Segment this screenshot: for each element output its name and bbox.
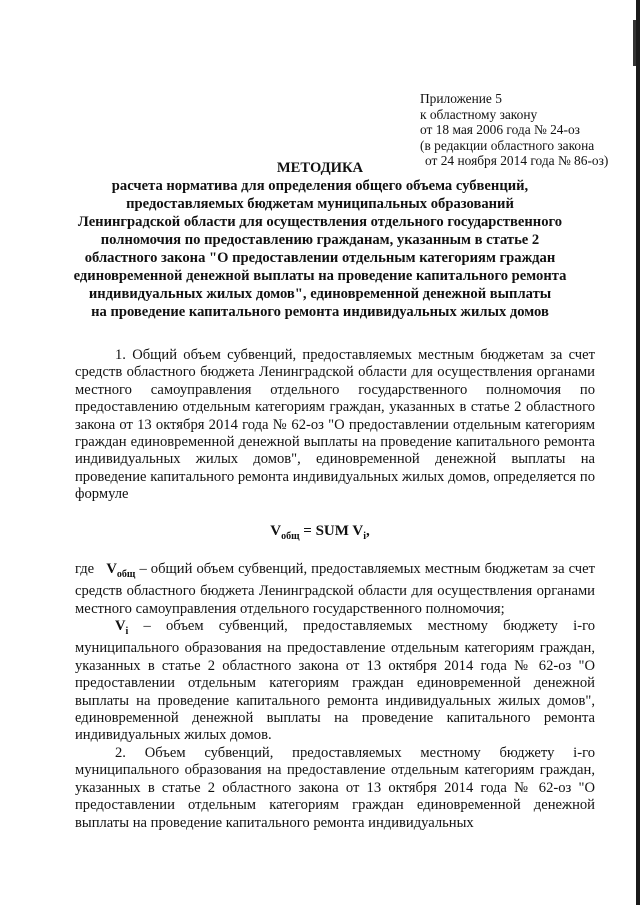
definition-v-i <box>75 618 595 745</box>
scan-edge <box>636 0 640 905</box>
title-line: на проведение капитального ремонта индивидуальных жилых домов <box>91 304 549 320</box>
annex-line: от 24 ноября 2014 года № 86-оз) <box>425 153 609 168</box>
v-total-text: – общий объем субвенций, предоставляемых местным бюджетам за счет средств областного бюджета Ленинградской области для осуществления органами местного самоуправления отдельного государственного полномочия; <box>75 561 595 617</box>
document-title <box>70 159 570 321</box>
section-1 <box>75 347 595 504</box>
title-line: единовременной денежной выплаты на проведение капитального ремонта <box>73 268 567 284</box>
definition-v-total <box>75 561 595 618</box>
annex-line: к областному закону <box>420 106 538 122</box>
annex-line: (в редакции областного закона <box>420 137 595 153</box>
v-total-symbol: V <box>106 561 117 577</box>
title-line: предоставляемых бюджетам муниципальных образований <box>126 196 514 212</box>
formula-lhs-sub: общ <box>281 531 300 542</box>
formula-tail: , <box>366 523 370 539</box>
title-line: индивидуальных жилых домов", единовременной денежной выплаты <box>88 286 552 302</box>
paragraph-1: 1. Общий объем субвенций, предоставляемых местным бюджетам за счет средств областного бюджета Ленинградской области для осуществления органами местного самоуправления отдельного государственного полномочия по предоставлению отдельным категориям граждан, указанных в статье 2 областного закона от 13 октября 2014 года № 62-оз "О предоставлении отдельным категориям граждан единовременной денежной выплаты на проведение капитального ремонта индивидуальных жилых домов", единовременной денежной выплаты на проведение капитального ремонта индивидуальных жилых домов, определяется по формуле <box>75 347 595 503</box>
title-heading: МЕТОДИКА <box>276 160 364 176</box>
formula <box>0 523 640 542</box>
title-line: областного закона "О предоставлении отдельным категориям граждан <box>84 250 556 266</box>
annex-header <box>420 91 636 169</box>
v-total-sub: общ <box>116 568 136 580</box>
paragraph-2: 2. Объем субвенций, предоставляемых местному бюджету i-го муниципального образования на предоставление отдельным категориям граждан, указанных в статье 2 областного закона от 13 октября 2014 года № 62-оз "О предоставлении отдельным категориям граждан единовременной денежной выплаты на проведение капитального ремонта индивидуальных <box>75 744 595 831</box>
scan-mark <box>633 20 636 66</box>
definitions-section <box>75 561 595 832</box>
annex-line: от 18 мая 2006 года № 24-оз <box>420 122 580 137</box>
formula-op: = SUM V <box>299 523 364 539</box>
where-word: где <box>75 561 95 577</box>
v-i-text: – объем субвенций, предоставляемых местному бюджету i-го муниципального образования на предоставление отдельным категориям граждан, указанных в статье 2 областного закона от 13 октября 2014 года № 62-оз "О предоставлении отдельным категориям граждан единовременной денежной выплаты на проведение капитального ремонта индивидуальных жилых домов", единовременной денежной выплаты на проведение капитального ремонта индивидуальных жилых домов. <box>75 618 595 744</box>
title-line: Ленинградской области для осуществления отдельного государственного <box>77 214 563 230</box>
formula-lhs: V <box>270 523 282 539</box>
title-line: полномочия по предоставлению гражданам, указанным в статье 2 <box>100 232 540 248</box>
v-i-symbol: V <box>115 618 126 635</box>
annex-line: Приложение 5 <box>420 91 502 106</box>
formula-rhs-sub: i <box>363 531 367 542</box>
title-line: расчета норматива для определения общего объема субвенций, <box>111 178 529 194</box>
v-i-sub: i <box>125 626 129 638</box>
